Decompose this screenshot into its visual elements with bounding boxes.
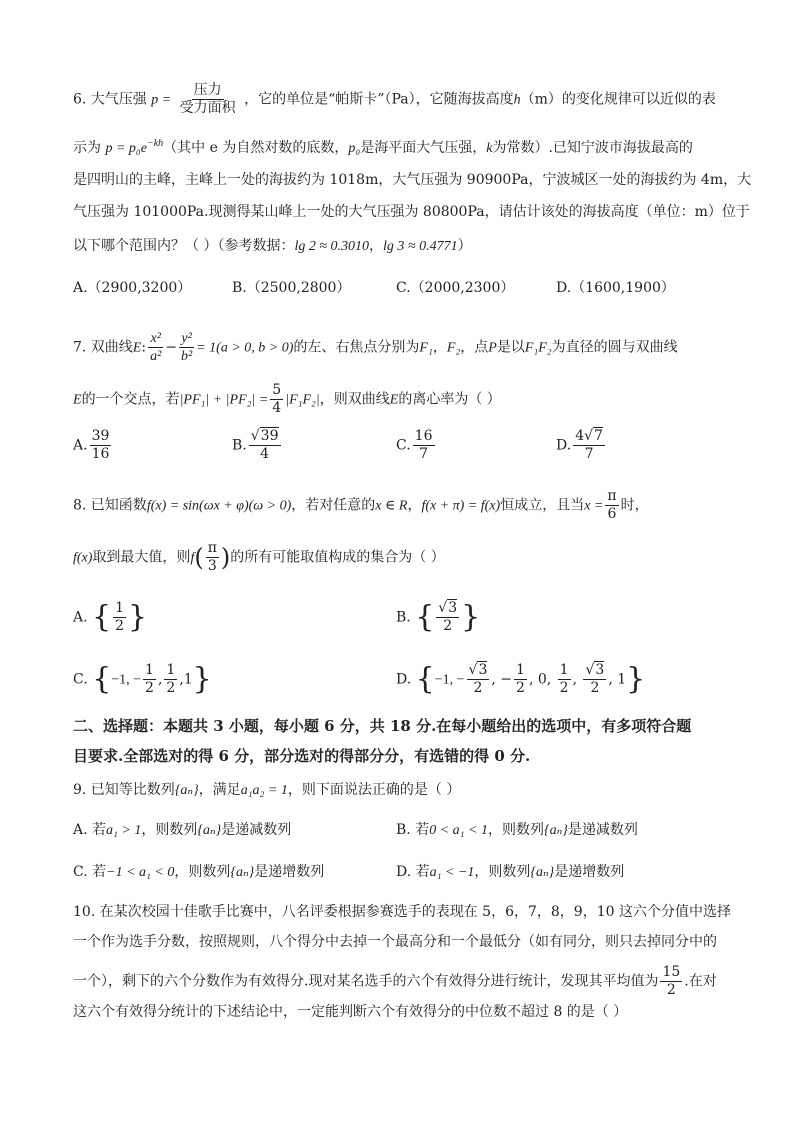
section2-heading-line2: 目要求.全部选对的得 6 分，部分选对的得部分分，有选错的得 0 分.	[73, 747, 531, 765]
q6-k: k	[486, 141, 493, 156]
q9-text: ，满足	[198, 782, 241, 798]
q7-P: P	[488, 340, 497, 356]
q7-a2: a²	[150, 349, 162, 364]
q7-label-d: D.	[556, 437, 572, 454]
q6-p-eq: p =	[151, 92, 172, 108]
q6-pressure-fraction	[178, 82, 238, 117]
section2-heading-line1: 二、选择题：本题共 3 小题，每小题 6 分，共 18 分.在每小题给出的选项中，有多项符合题	[73, 717, 692, 735]
q8-option-d[interactable]: D. {−1, − $\frac{√3}{2}$ , − $\frac{1}{2}$ , 0, $\frac{1}{2}$ , $\frac{√3}{2}$ , 1}	[396, 661, 646, 697]
q6-option-d[interactable]: D.（1600,1900）	[556, 280, 675, 296]
q8-text: 恒成立，且当	[500, 497, 585, 514]
q7-text: 是以	[496, 339, 525, 356]
q8-text: ，	[407, 497, 422, 514]
q7-c-den: 7	[419, 446, 429, 462]
q7-abs-f1f2: |F₁F₂|	[285, 392, 320, 408]
q6-lg2: lg 2 ≈ 0.3010	[294, 239, 370, 254]
q6-text: （其中 e 为自然对数的底数，	[163, 140, 349, 156]
q8-frac-pi3	[206, 540, 219, 575]
q8-option-a[interactable]: A. { $\frac{1}{2}$ }	[73, 599, 148, 635]
q8-label-a: A.	[73, 609, 88, 626]
q7-d-den: 7	[584, 446, 594, 462]
q8-xR: x ∈ R	[375, 498, 408, 514]
q9-option-c[interactable]: C. 若−1 < a₁ < 0，则数列{aₙ}是递增数列	[73, 864, 325, 880]
q8-frac-b: $\frac{√3}{2}$	[438, 600, 458, 634]
q7-d-rad: 7	[594, 428, 603, 444]
q7-cond: = 1(a > 0, b > 0)	[196, 340, 294, 356]
q6-h: h	[513, 92, 521, 108]
q7-b2: b²	[181, 349, 193, 364]
q8-b-den: 2	[443, 618, 453, 634]
q7-x2: x²	[150, 331, 161, 346]
q7-label-b: B.	[232, 437, 247, 454]
q6-option-a[interactable]: A.（2900,3200）	[73, 280, 192, 296]
q7-a-num: 39	[91, 428, 110, 444]
q7-c-num: 16	[414, 428, 433, 444]
q8-option-c[interactable]: C. {−1, − $\frac{1}{2}$ , $\frac{1}{2}$ ,1}	[73, 661, 212, 697]
q6-line4: 气压强为 101000Pa.现测得某山峰上一处的大气压强为 80800Pa，请估计该处的海拔高度（单位：m）位于	[73, 204, 750, 220]
q6-line2	[73, 134, 693, 159]
q8-three: 3	[207, 558, 217, 574]
q10-line3	[73, 964, 717, 999]
q7-text: 的一个交点，若	[81, 391, 180, 408]
q7-option-d[interactable]	[556, 428, 607, 463]
q7-frac-b: $\frac{√39}{4}$	[250, 428, 279, 462]
q9-text: ，则下面说法正确的是（ ）	[287, 782, 461, 798]
q7-F1: F₁	[419, 340, 433, 356]
q7-abs-expr: |PF₁| + |PF₂| =	[179, 392, 269, 408]
q7-text: 的离心率为（ ）	[398, 391, 501, 408]
q6-text: ）	[457, 238, 472, 254]
q8-frac-a	[113, 600, 126, 635]
q7-five: 5	[272, 382, 282, 398]
q6-text: （m）的变化规律可以近似的表	[520, 91, 716, 108]
q7-label-a: A.	[73, 437, 88, 454]
q10-line2: 一个作为选手分数，按照规则，八个得分中去掉一个最高分和一个最低分（如有同分，则只去掉同分中的	[73, 934, 717, 950]
q8-pi: π	[207, 540, 217, 556]
q8-label-c: C.	[73, 671, 88, 688]
q7-frac-y	[179, 330, 194, 365]
q8-pi: π	[607, 488, 617, 504]
q9-line1	[73, 780, 460, 801]
q7-F1F2: F₁F₂	[524, 340, 552, 356]
q6-text: ，它的单位是“帕斯卡”（Pa），它随海拔高度	[244, 91, 514, 108]
q8-c-text: −1, −	[111, 672, 142, 688]
q7-frac-54	[270, 382, 283, 417]
q8-f: f	[190, 550, 195, 566]
q7-label-c: C.	[396, 437, 411, 454]
q8-line1	[73, 488, 649, 523]
q7-text: ，则双曲线	[319, 391, 390, 408]
q10-num: 15	[662, 964, 681, 980]
q6-option-c[interactable]: C.（2000,2300）	[396, 280, 515, 296]
q6-frac-den: 受力面积	[179, 100, 236, 116]
q8-a-num: 1	[115, 600, 125, 616]
q9-text: 9. 已知等比数列	[73, 782, 175, 798]
q7-F2: F₂	[446, 340, 461, 356]
q9-option-d[interactable]: D. 若a₁ < −1，则数列{aₙ}是递增数列	[396, 864, 625, 880]
q9-option-a[interactable]: A. 若a₁ > 1，则数列{aₙ}是递减数列	[73, 822, 292, 838]
q7-b-num: 39	[260, 428, 279, 444]
q7-frac-a	[90, 428, 112, 463]
q8-text: 的所有可能取值构成的集合为（ ）	[230, 549, 445, 566]
q8-text: 取到最大值，则	[92, 549, 191, 566]
q7-y2: y²	[181, 331, 192, 346]
q9-seq: {aₙ}	[174, 783, 199, 798]
q7-frac-d: $\frac{4√7}{7}$	[575, 428, 603, 462]
q8-option-b[interactable]: B. { $\frac{√3}{2}$ }	[396, 599, 481, 635]
q6-line5: 以下哪个范围内？（ ）（参考数据：lg 2 ≈ 0.3010，lg 3 ≈ 0.4771）	[73, 238, 472, 254]
q9-cond: a₁a₂ = 1	[240, 783, 288, 798]
q8-d-text: −1, −	[434, 672, 465, 688]
q7-E: E	[132, 340, 142, 356]
q8-text: 8. 已知函数	[73, 497, 147, 514]
q7-line1: 7. 双曲线E: $\frac{\text{x²}}{\text{a²}}$ − $\frac{\text{y²}}{\text{b²}}$ = 1(a > 0, b > 0)的左、右焦点分别为F₁，F₂，点P是以F₁F₂为直径的圆与双曲线	[73, 331, 678, 364]
q7-text: 为直径的圆与双曲线	[551, 339, 678, 356]
q8-xeq: x =	[584, 498, 604, 514]
q9-option-b[interactable]: B. 若0 < a₁ < 1，则数列{aₙ}是递减数列	[396, 822, 638, 838]
q6-text: 以下哪个范围内？（ ）（参考数据：	[73, 238, 295, 254]
q6-frac-num: 压力	[193, 82, 222, 98]
q7-option-a[interactable]	[73, 428, 113, 463]
q10-frac	[660, 964, 682, 999]
q7-option-c[interactable]	[396, 428, 437, 463]
q8-text: 时，	[620, 497, 649, 514]
q8-six: 6	[607, 506, 617, 522]
q6-text: 6. 大气压强	[73, 91, 147, 108]
q8-a-den: 2	[115, 618, 125, 634]
q8-fx: f(x)	[73, 550, 93, 566]
q7-frac-x	[148, 330, 163, 365]
q8-b-num: 3	[448, 600, 458, 616]
q7-a-den: 16	[91, 446, 110, 462]
q6-option-b[interactable]: B.（2500,2800）	[232, 280, 351, 296]
q6-text: 示为	[73, 140, 101, 156]
q6-text: 为常数）.已知宁波市海拔最高的	[492, 140, 693, 156]
q10-line1: 10. 在某次校园十佳歌手比赛中，八名评委根据参赛选手的表现在 5，6，7，8，9，10 这六个分值中选择	[73, 904, 731, 920]
q6-lg3: lg 3 ≈ 0.4771	[383, 239, 458, 254]
q6-line1	[73, 82, 716, 117]
q7-option-b[interactable]	[232, 428, 283, 463]
q8-label-b: B.	[396, 609, 411, 626]
q10-line4: 这六个有效得分统计的下述结论中，一定能判断六个有效得分的中位数不超过 8 的是（ ）	[73, 1004, 628, 1020]
q7-text: ，点	[460, 339, 489, 356]
q7-E: E	[73, 392, 82, 408]
q10-text: .在对	[684, 973, 717, 990]
q6-line3: 是四明山的主峰，主峰上一处的海拔约为 1018m，大气压强为 90900Pa，宁波城区一处的海拔约为 4m，大	[73, 172, 752, 188]
q8-label-d: D.	[396, 671, 412, 688]
q7-frac-c	[413, 428, 435, 463]
q7-d-coef: 4	[575, 428, 585, 444]
q7-four: 4	[272, 400, 282, 416]
q8-frac-pi6	[605, 488, 618, 523]
q6-p0: p₀	[348, 141, 361, 156]
q7-line2	[73, 382, 501, 417]
q7-b-den: 4	[260, 446, 270, 462]
q7-text: 的左、右焦点分别为	[293, 339, 420, 356]
q6-formula: p = p₀e	[105, 141, 147, 156]
q8-line2: f(x)取到最大值，则f( $\frac{\pi}{3}$ )的所有可能取值构成的集合为（ ）	[73, 540, 445, 574]
q10-text: 一个），剩下的六个分数作为有效得分.现对某名选手的六个有效得分进行统计，发现其平均值为	[73, 973, 659, 990]
q7-text: 7. 双曲线	[73, 339, 133, 356]
q8-text: ，若对任意的	[291, 497, 376, 514]
q8-func: f(x) = sin(ωx + φ)(ω > 0)	[146, 498, 292, 514]
q8-period: f(x + π) = f(x)	[421, 498, 501, 514]
q7-E: E	[389, 392, 399, 408]
q10-den: 2	[666, 982, 676, 998]
q6-formula-exp: −kh	[146, 138, 164, 149]
q6-text: 是海平面大气压强，	[360, 140, 487, 156]
